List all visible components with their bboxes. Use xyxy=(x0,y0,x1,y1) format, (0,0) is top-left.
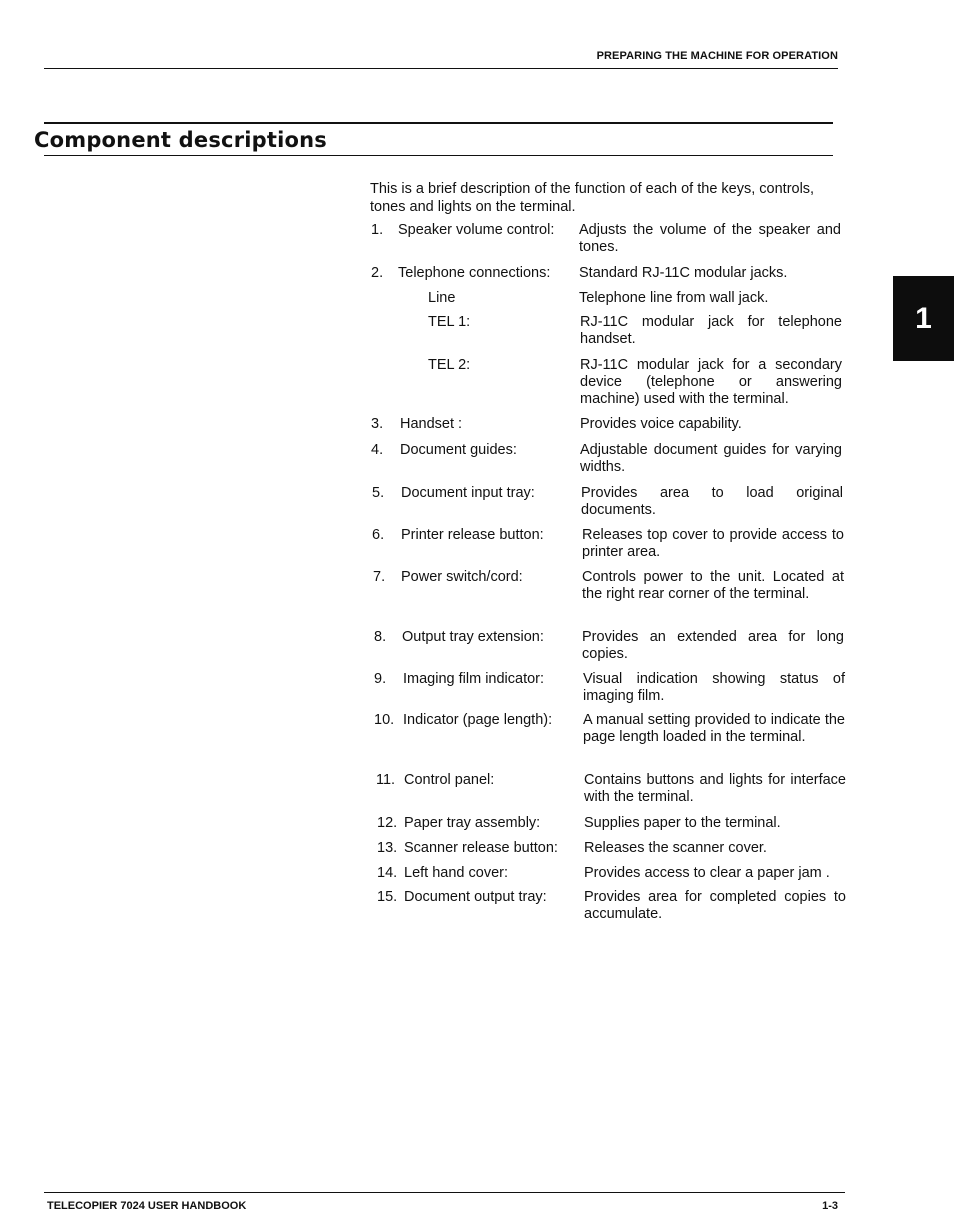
item-description: Adjustable document guides for varying widths. xyxy=(580,442,842,475)
item-description: Controls power to the unit. Located at the right rear corner of the terminal. xyxy=(582,569,844,602)
item-description: Adjusts the volume of the speaker and tones. xyxy=(579,222,841,255)
item-term: Line xyxy=(428,290,456,306)
item-description: A manual setting provided to indicate the page length loaded in the terminal. xyxy=(583,712,845,745)
item-term: Paper tray assembly: xyxy=(404,815,541,831)
footer-title: TELECOPIER 7024 USER HANDBOOK xyxy=(47,1200,247,1212)
chapter-number: 1 xyxy=(915,301,932,335)
intro-paragraph: This is a brief description of the function of each of the keys, controls, tones and lights on the terminal. xyxy=(370,181,815,215)
item-description: Releases the scanner cover. xyxy=(584,840,767,856)
running-header: PREPARING THE MACHINE FOR OPERATION xyxy=(596,50,838,62)
item-number: 8. xyxy=(374,629,387,645)
item-number: 12. xyxy=(377,815,398,831)
item-term: Document input tray: xyxy=(401,485,535,501)
item-term: Power switch/cord: xyxy=(401,569,523,585)
item-description: Visual indication showing status of imaging film. xyxy=(583,671,845,704)
item-term: Scanner release button: xyxy=(404,840,558,856)
item-number: 6. xyxy=(372,527,385,543)
item-description: Provides an extended area for long copies. xyxy=(582,629,844,662)
item-number: 13. xyxy=(377,840,398,856)
item-term: Document output tray: xyxy=(404,889,547,905)
item-term: Output tray extension: xyxy=(402,629,544,645)
item-term: TEL 2: xyxy=(428,357,471,373)
item-number: 11. xyxy=(376,772,396,788)
item-description: Provides voice capability. xyxy=(580,416,742,432)
item-term: Control panel: xyxy=(404,772,495,788)
item-description: RJ-11C modular jack for telephone handset. xyxy=(580,314,842,347)
item-number: 7. xyxy=(373,569,386,585)
item-number: 14. xyxy=(377,865,398,881)
item-number: 10. xyxy=(374,712,395,728)
item-number: 5. xyxy=(372,485,385,501)
page-number: 1-3 xyxy=(822,1200,838,1212)
item-description: Provides access to clear a paper jam . xyxy=(584,865,830,881)
item-description: Standard RJ-11C modular jacks. xyxy=(579,265,788,281)
item-description: Provides area to load original documents. xyxy=(581,485,843,518)
item-term: Document guides: xyxy=(400,442,517,458)
item-description: Provides area for completed copies to accumulate. xyxy=(584,889,846,922)
item-term: TEL 1: xyxy=(428,314,471,330)
item-number: 15. xyxy=(377,889,398,905)
item-number: 3. xyxy=(371,416,384,432)
item-description: RJ-11C modular jack for a secondary device (telephone or answering machine) used with the terminal. xyxy=(580,357,842,407)
section-title: Component descriptions xyxy=(34,128,327,152)
item-term: Left hand cover: xyxy=(404,865,508,881)
item-description: Contains buttons and lights for interface with the terminal. xyxy=(584,772,846,805)
footer-rule xyxy=(44,1192,845,1193)
item-term: Handset : xyxy=(400,416,463,432)
item-description: Telephone line from wall jack. xyxy=(579,290,769,306)
item-term: Printer release button: xyxy=(401,527,544,543)
item-term: Speaker volume control: xyxy=(398,222,555,238)
item-description: Supplies paper to the terminal. xyxy=(584,815,781,831)
item-number: 9. xyxy=(374,671,387,687)
item-term: Telephone connections: xyxy=(398,265,551,281)
item-number: 1. xyxy=(371,222,384,238)
item-number: 2. xyxy=(371,265,384,281)
item-description: Releases top cover to provide access to printer area. xyxy=(582,527,844,560)
item-number: 4. xyxy=(371,442,384,458)
item-term: Imaging film indicator: xyxy=(403,671,545,687)
item-term: Indicator (page length): xyxy=(403,712,553,728)
